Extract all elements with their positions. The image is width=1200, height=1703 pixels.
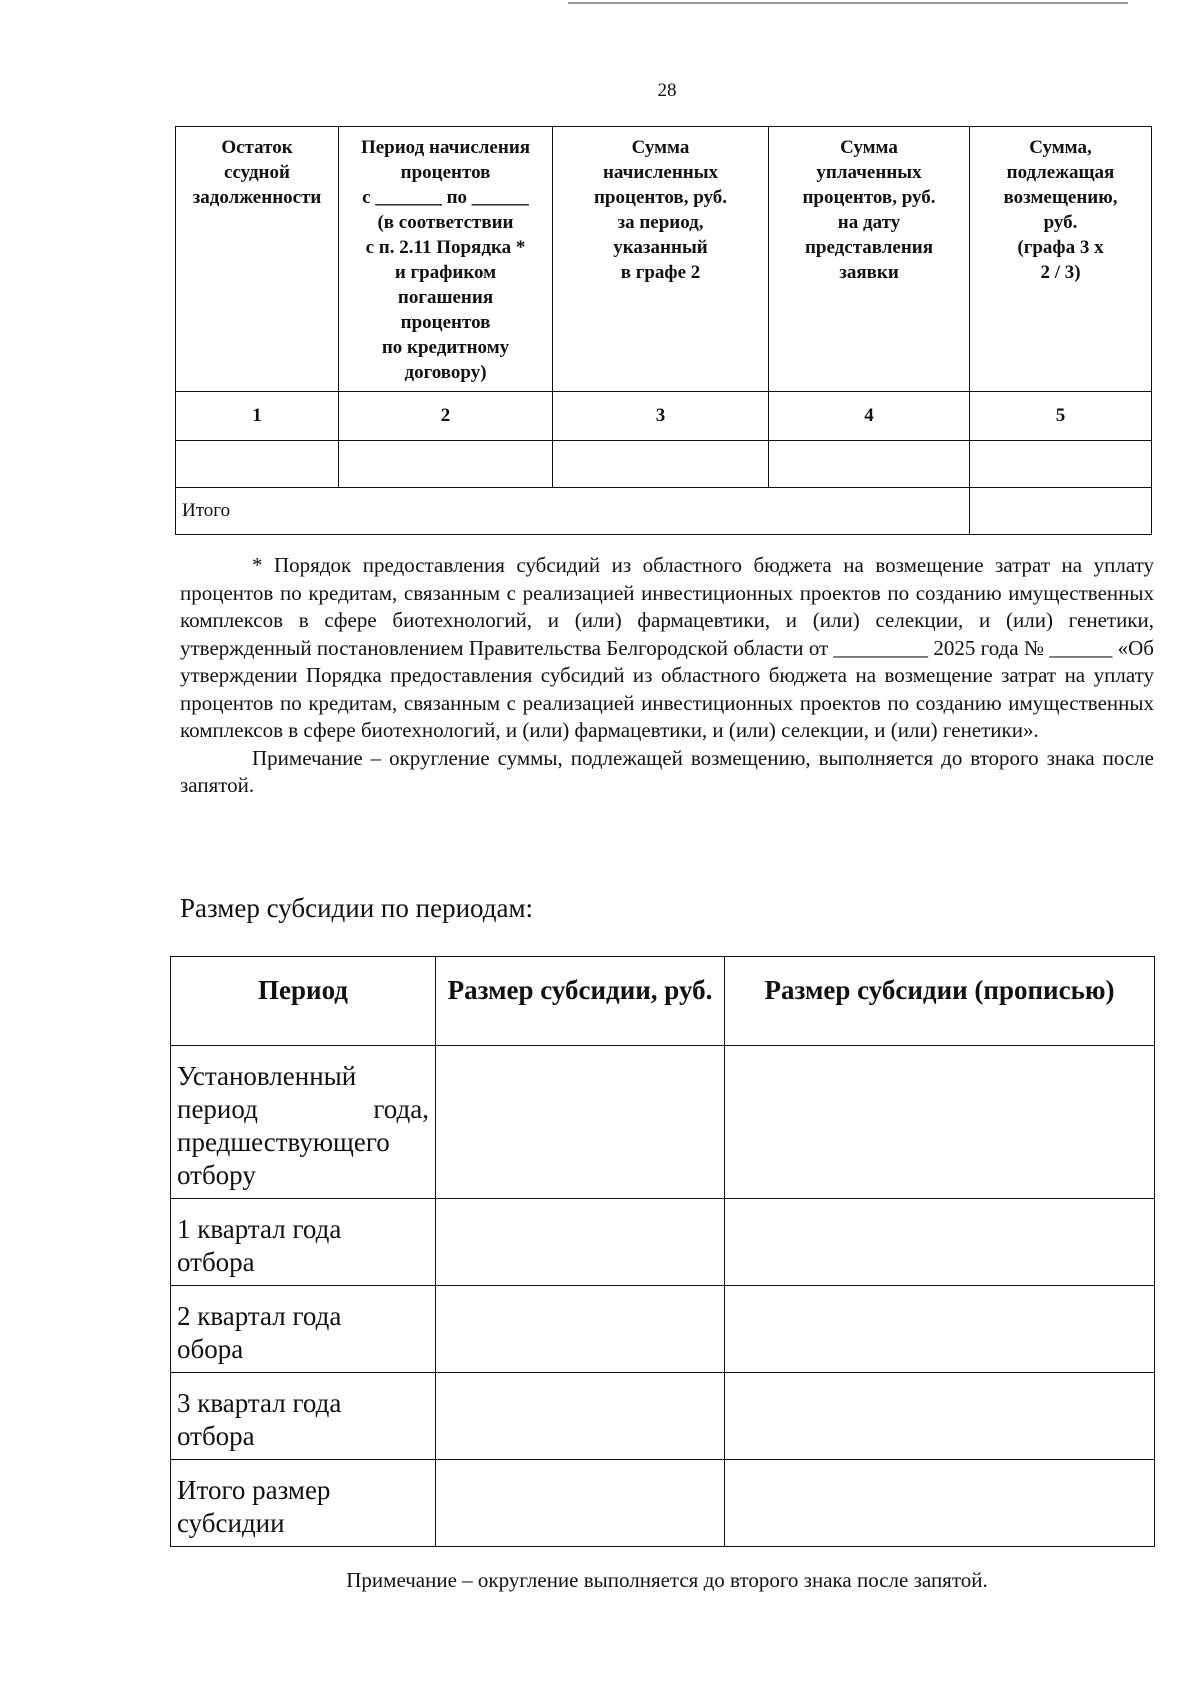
column-number: 5 [970, 392, 1152, 441]
table-row [171, 1046, 1155, 1199]
header-reimbursable-amount: Сумма, подлежащая возмещению, руб. (графа 3 х 2 / 3) [970, 127, 1152, 392]
table-row [171, 1286, 1155, 1373]
interest-table-header-row [176, 127, 1152, 392]
header-paid-interest: Сумма уплаченных процентов, руб. на дату представления заявки [769, 127, 970, 392]
column-number: 3 [553, 392, 769, 441]
rounding-note: Примечание – округление суммы, подлежащей возмещению, выполняется до второго знака после запятой. [180, 745, 1154, 797]
empty-cell [769, 441, 970, 488]
header-subsidy-amount: Размер субсидии, руб. [436, 957, 725, 1046]
amount-words-cell [725, 1373, 1155, 1460]
amount-cell [436, 1286, 725, 1373]
period-line: предшествующего [177, 1127, 390, 1157]
total-row [176, 488, 1152, 535]
amount-words-cell [725, 1286, 1155, 1373]
empty-cell [553, 441, 769, 488]
amount-words-cell [725, 1199, 1155, 1286]
amount-cell [436, 1046, 725, 1199]
period-line: период года, [177, 1094, 429, 1124]
subsidy-table-header-row [171, 957, 1155, 1046]
period-cell [171, 1046, 436, 1199]
period-cell: 2 квартал года обора [171, 1286, 436, 1373]
column-number: 2 [339, 392, 553, 441]
header-period: Период [171, 957, 436, 1046]
amount-words-cell [725, 1460, 1155, 1547]
period-line: Установленный [177, 1061, 357, 1091]
footnote-text: * Порядок предоставления субсидий из областного бюджета на возмещение затрат на уплату процентов по кредитам, связанным с реализацией инвестиционных проектов по созданию имущественных комплексов в сфере биотехнологий, и (или) фармацевтики, и (или) селекции, и (или) генетики, утвержденный постановлением Правительства Белгородской области от _________ 2025 года № ______ «Об утверждении Порядка предоставления субсидий из областного бюджета на возмещение затрат на уплату процентов по кредитам, связанным с реализацией инвестиционных проектов по созданию имущественных комплексов в сфере биотехнологий, и (или) фармацевтики, и (или) селекции, и (или) генетики». [180, 553, 1154, 742]
header-accrued-interest: Сумма начисленных процентов, руб. за период, указанный в графе 2 [553, 127, 769, 392]
amount-cell [436, 1373, 725, 1460]
table-row [171, 1460, 1155, 1547]
subsidy-periods-heading: Размер субсидии по периодам: [180, 893, 534, 923]
header-loan-balance: Остаток ссудной задолженности [176, 127, 339, 392]
period-cell: 3 квартал года отбора [171, 1373, 436, 1460]
table-row [171, 1373, 1155, 1460]
final-rounding-note: Примечание – округление выполняется до второго знака после запятой. [346, 1568, 988, 1592]
total-label: Итого [176, 488, 970, 535]
header-subsidy-in-words: Размер субсидии (прописью) [725, 957, 1155, 1046]
page-number: 28 [657, 80, 677, 101]
amount-words-cell [725, 1046, 1155, 1199]
empty-data-row [176, 441, 1152, 488]
column-number: 1 [176, 392, 339, 441]
total-value-cell [970, 488, 1152, 535]
empty-cell [970, 441, 1152, 488]
interest-table [175, 126, 1152, 535]
period-line: отбору [177, 1160, 256, 1190]
column-number: 4 [769, 392, 970, 441]
period-cell: Итого размер субсидии [171, 1460, 436, 1547]
footnote-block [180, 552, 1154, 800]
top-rule [568, 2, 1128, 4]
amount-cell [436, 1199, 725, 1286]
subsidy-table [170, 956, 1155, 1547]
column-numbers-row [176, 392, 1152, 441]
header-accrual-period: Период начисления процентов с _______ по ______ (в соответствии с п. 2.11 Порядка * и графиком погашения процентов по кредитному договору) [339, 127, 553, 392]
empty-cell [176, 441, 339, 488]
amount-cell [436, 1460, 725, 1547]
period-cell: 1 квартал года отбора [171, 1199, 436, 1286]
empty-cell [339, 441, 553, 488]
table-row [171, 1199, 1155, 1286]
